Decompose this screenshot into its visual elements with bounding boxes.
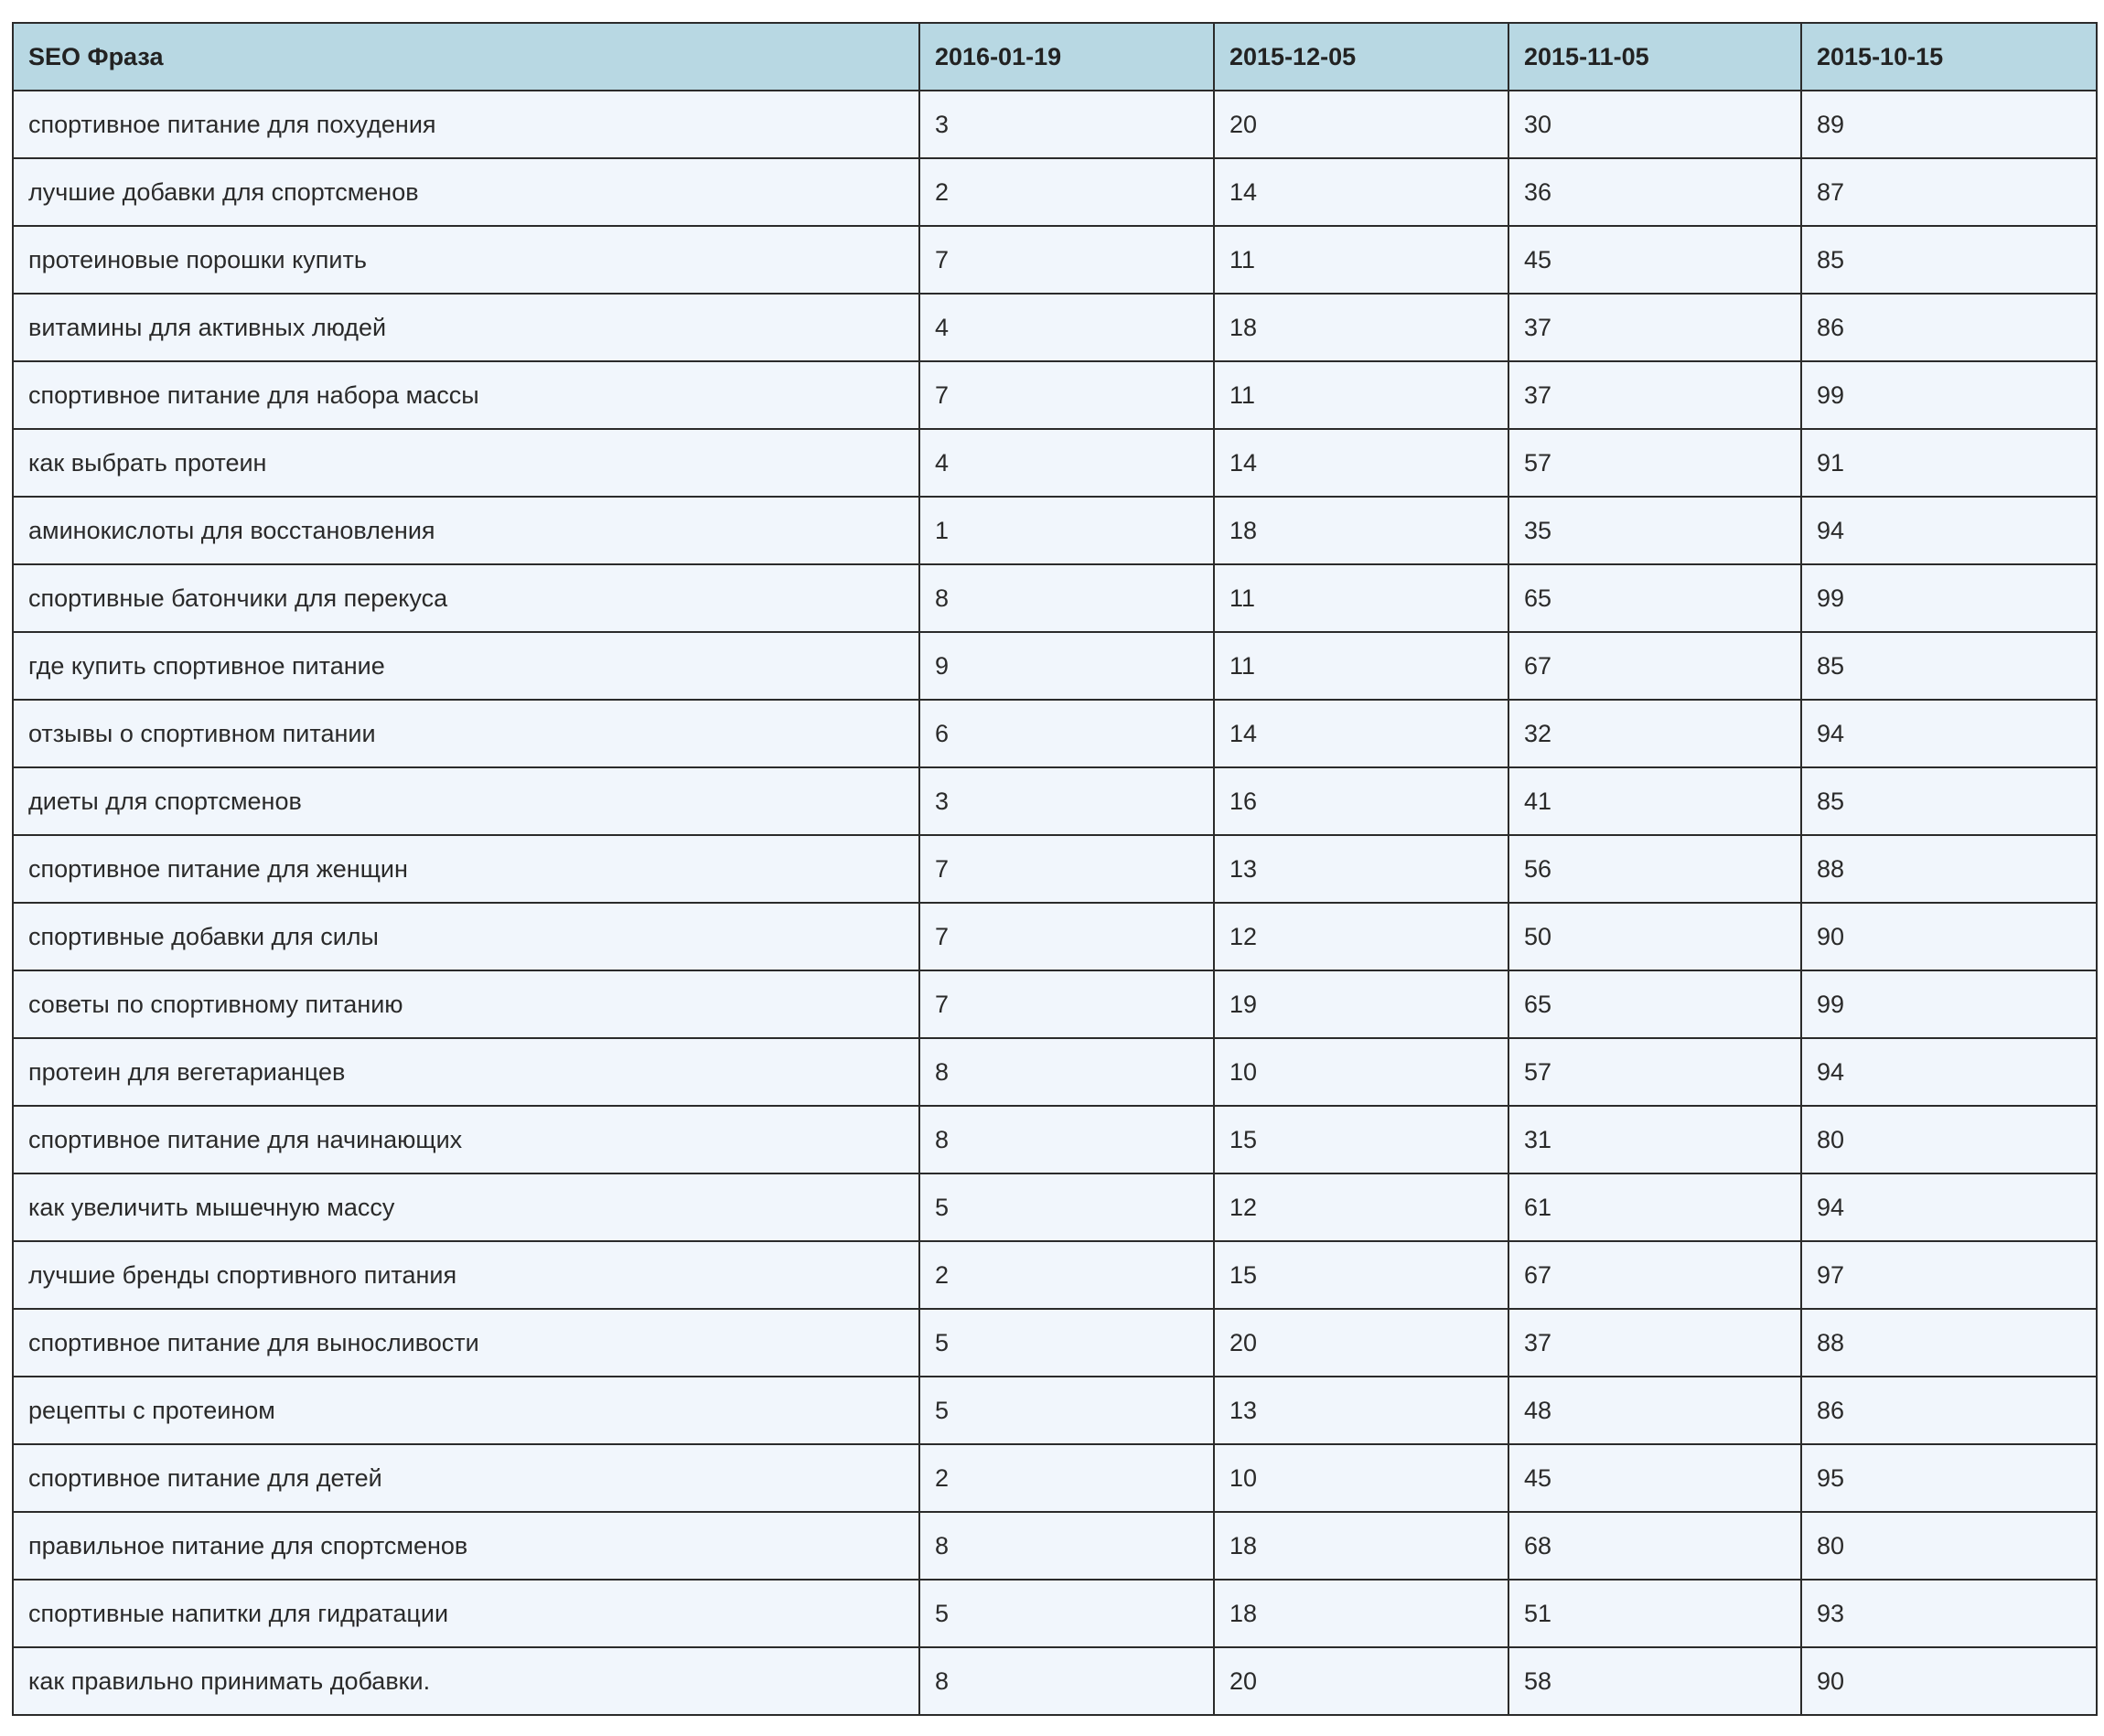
cell-seo-phrase: спортивные напитки для гидратации [13,1580,919,1647]
cell-position: 11 [1214,226,1508,294]
cell-position: 2 [919,1444,1214,1512]
cell-position: 8 [919,1038,1214,1106]
cell-position: 7 [919,903,1214,970]
cell-position: 2 [919,158,1214,226]
cell-seo-phrase: протеин для вегетарианцев [13,1038,919,1106]
cell-position: 8 [919,1512,1214,1580]
cell-position: 5 [919,1309,1214,1377]
cell-seo-phrase: советы по спортивному питанию [13,970,919,1038]
table-row [13,1647,2097,1715]
cell-position: 90 [1801,1647,2097,1715]
cell-position: 88 [1801,1309,2097,1377]
cell-seo-phrase: отзывы о спортивном питании [13,700,919,767]
cell-position: 50 [1508,903,1801,970]
cell-position: 97 [1801,1241,2097,1309]
cell-position: 67 [1508,632,1801,700]
seo-positions-table-container [12,22,2096,1716]
cell-position: 65 [1508,970,1801,1038]
cell-position: 45 [1508,226,1801,294]
cell-seo-phrase: витамины для активных людей [13,294,919,361]
cell-position: 4 [919,429,1214,497]
cell-position: 8 [919,564,1214,632]
cell-position: 20 [1214,1647,1508,1715]
header-date: 2015-12-05 [1214,23,1508,91]
cell-position: 48 [1508,1377,1801,1444]
cell-position: 11 [1214,632,1508,700]
table-row [13,632,2097,700]
cell-position: 58 [1508,1647,1801,1715]
cell-position: 2 [919,1241,1214,1309]
table-row [13,1241,2097,1309]
cell-seo-phrase: лучшие добавки для спортсменов [13,158,919,226]
cell-position: 7 [919,361,1214,429]
cell-position: 94 [1801,700,2097,767]
cell-position: 20 [1214,1309,1508,1377]
cell-seo-phrase: спортивные батончики для перекуса [13,564,919,632]
cell-position: 15 [1214,1106,1508,1173]
cell-position: 93 [1801,1580,2097,1647]
cell-position: 5 [919,1173,1214,1241]
table-body [13,91,2097,1715]
table-row [13,91,2097,158]
cell-seo-phrase: спортивное питание для выносливости [13,1309,919,1377]
cell-position: 14 [1214,700,1508,767]
cell-position: 5 [919,1377,1214,1444]
cell-position: 94 [1801,1038,2097,1106]
cell-position: 68 [1508,1512,1801,1580]
table-row [13,970,2097,1038]
table-row [13,1173,2097,1241]
cell-position: 37 [1508,361,1801,429]
cell-seo-phrase: спортивное питание для детей [13,1444,919,1512]
header-seo-phrase: SEO Фраза [13,23,919,91]
cell-position: 45 [1508,1444,1801,1512]
cell-position: 11 [1214,361,1508,429]
cell-position: 7 [919,226,1214,294]
cell-position: 19 [1214,970,1508,1038]
cell-position: 16 [1214,767,1508,835]
header-date: 2015-10-15 [1801,23,2097,91]
cell-seo-phrase: как выбрать протеин [13,429,919,497]
cell-position: 8 [919,1647,1214,1715]
cell-position: 18 [1214,1580,1508,1647]
table-row [13,1444,2097,1512]
cell-position: 51 [1508,1580,1801,1647]
cell-position: 89 [1801,91,2097,158]
cell-position: 94 [1801,1173,2097,1241]
cell-seo-phrase: как увеличить мышечную массу [13,1173,919,1241]
cell-position: 56 [1508,835,1801,903]
cell-position: 13 [1214,835,1508,903]
cell-position: 37 [1508,294,1801,361]
table-row [13,1512,2097,1580]
table-row [13,835,2097,903]
cell-position: 31 [1508,1106,1801,1173]
cell-seo-phrase: как правильно принимать добавки. [13,1647,919,1715]
cell-seo-phrase: протеиновые порошки купить [13,226,919,294]
cell-position: 90 [1801,903,2097,970]
cell-position: 88 [1801,835,2097,903]
table-row [13,1038,2097,1106]
header-row [13,23,2097,91]
table-row [13,903,2097,970]
cell-position: 13 [1214,1377,1508,1444]
cell-seo-phrase: правильное питание для спортсменов [13,1512,919,1580]
cell-position: 99 [1801,564,2097,632]
cell-seo-phrase: рецепты с протеином [13,1377,919,1444]
cell-position: 57 [1508,429,1801,497]
cell-position: 9 [919,632,1214,700]
cell-position: 85 [1801,632,2097,700]
cell-seo-phrase: лучшие бренды спортивного питания [13,1241,919,1309]
cell-position: 36 [1508,158,1801,226]
cell-position: 86 [1801,1377,2097,1444]
cell-seo-phrase: аминокислоты для восстановления [13,497,919,564]
cell-position: 8 [919,1106,1214,1173]
cell-seo-phrase: спортивное питание для женщин [13,835,919,903]
cell-position: 10 [1214,1038,1508,1106]
cell-position: 85 [1801,767,2097,835]
cell-position: 11 [1214,564,1508,632]
seo-positions-table [12,22,2098,1716]
header-date: 2016-01-19 [919,23,1214,91]
table-row [13,564,2097,632]
cell-position: 3 [919,91,1214,158]
cell-seo-phrase: где купить спортивное питание [13,632,919,700]
cell-position: 18 [1214,1512,1508,1580]
cell-position: 12 [1214,903,1508,970]
table-row [13,1377,2097,1444]
cell-position: 15 [1214,1241,1508,1309]
cell-position: 3 [919,767,1214,835]
header-date: 2015-11-05 [1508,23,1801,91]
cell-position: 80 [1801,1512,2097,1580]
cell-position: 95 [1801,1444,2097,1512]
cell-position: 1 [919,497,1214,564]
cell-position: 37 [1508,1309,1801,1377]
cell-seo-phrase: спортивное питание для похудения [13,91,919,158]
cell-position: 94 [1801,497,2097,564]
cell-position: 5 [919,1580,1214,1647]
table-row [13,429,2097,497]
table-row [13,226,2097,294]
cell-position: 67 [1508,1241,1801,1309]
cell-position: 99 [1801,970,2097,1038]
cell-position: 86 [1801,294,2097,361]
table-row [13,700,2097,767]
cell-position: 7 [919,835,1214,903]
table-row [13,1106,2097,1173]
cell-position: 87 [1801,158,2097,226]
cell-position: 65 [1508,564,1801,632]
cell-position: 61 [1508,1173,1801,1241]
cell-position: 14 [1214,429,1508,497]
table-row [13,1580,2097,1647]
cell-position: 7 [919,970,1214,1038]
table-row [13,767,2097,835]
cell-position: 4 [919,294,1214,361]
cell-seo-phrase: диеты для спортсменов [13,767,919,835]
cell-position: 35 [1508,497,1801,564]
table-row [13,158,2097,226]
cell-position: 18 [1214,497,1508,564]
cell-position: 6 [919,700,1214,767]
table-header [13,23,2097,91]
cell-position: 12 [1214,1173,1508,1241]
table-row [13,497,2097,564]
cell-seo-phrase: спортивное питание для набора массы [13,361,919,429]
cell-position: 99 [1801,361,2097,429]
cell-position: 20 [1214,91,1508,158]
cell-position: 41 [1508,767,1801,835]
cell-seo-phrase: спортивные добавки для силы [13,903,919,970]
table-row [13,361,2097,429]
cell-position: 10 [1214,1444,1508,1512]
cell-position: 91 [1801,429,2097,497]
cell-position: 80 [1801,1106,2097,1173]
table-row [13,294,2097,361]
cell-position: 57 [1508,1038,1801,1106]
cell-position: 85 [1801,226,2097,294]
cell-position: 30 [1508,91,1801,158]
cell-seo-phrase: спортивное питание для начинающих [13,1106,919,1173]
cell-position: 32 [1508,700,1801,767]
table-row [13,1309,2097,1377]
cell-position: 18 [1214,294,1508,361]
cell-position: 14 [1214,158,1508,226]
